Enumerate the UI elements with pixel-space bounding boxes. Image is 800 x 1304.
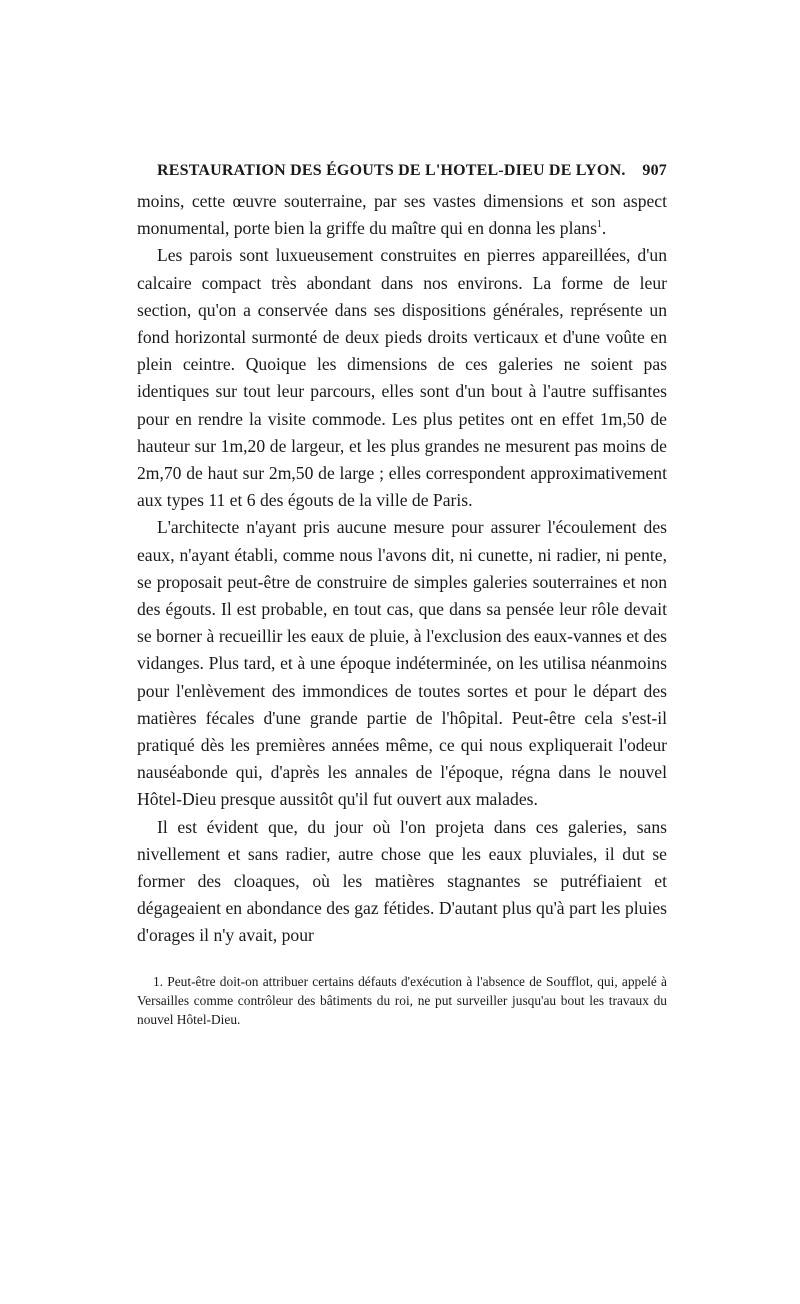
footnote-marker: 1.: [153, 973, 164, 989]
running-head: [137, 154, 667, 188]
footnote-text: Peut-être doit-on attribuer certains défauts d'exécution à l'absence de Soufflot, qui, appelé à Versailles comme contrôleur des bâtiments du roi, ne put surveiller jusqu'au bout les travaux du nouvel Hôtel-Dieu.: [137, 973, 667, 1027]
paragraph-tail: .: [601, 218, 607, 239]
page: [137, 154, 667, 1029]
paragraph: L'architecte n'ayant pris aucune mesure pour assurer l'écoulement des eaux, n'ayant établi, comme nous l'avons dit, ni cunette, ni radier, ni pente, se proposait peut-être de construire de simples galeries souterraines et non des égouts. Il est probable, en tout cas, que dans sa pensée leur rôle devait se borner à recueillir les eaux de pluie, à l'exclusion des eaux-vannes et des vidanges. Plus tard, et à une époque indéterminée, on les utilisa néanmoins pour l'enlèvement des immondices de toutes sortes et pour le départ des matières fécales d'une grande partie de l'hôpital. Peut-être cela s'est-il pratiqué dès les premières années même, ce qui nous expliquerait l'odeur nauséabonde qui, d'après les annales de l'époque, régna dans le nouvel Hôtel-Dieu presque aussitôt qu'il fut ouvert aux malades.: [137, 517, 667, 810]
body-text: [137, 188, 667, 950]
paragraph-text: moins, cette œuvre souterraine, par ses vastes dimensions et son aspect monumental, porte bien la griffe du maître qui en donna les plans: [137, 191, 667, 239]
paragraph: Il est évident que, du jour où l'on projeta dans ces galeries, sans nivellement et sans radier, autre chose que les eaux pluviales, il dut se former des cloaques, où les matières stagnantes se putréfiaient et dégageaient en abondance des gaz fétides. D'autant plus qu'à part les pluies d'orages il n'y avait, pour: [137, 816, 667, 946]
running-title: RESTAURATION DES ÉGOUTS DE L'HOTEL-DIEU DE LYON.: [157, 162, 626, 179]
paragraph: Les parois sont luxueusement construites en pierres appareillées, d'un calcaire compact très abondant dans nos environs. La forme de leur section, qu'on a conservée dans ses dispositions générales, représente un fond horizontal surmonté de deux pieds droits verticaux et d'une voûte en plein ceintre. Quoique les dimensions de ces galeries ne soient pas identiques sur tout leur parcours, elles sont d'un bout à l'autre suffisantes pour en rendre la visite commode. Les plus petites ont en effet 1m,50 de hauteur sur 1m,20 de largeur, et les plus grandes ne mesurent pas moins de 2m,70 de haut sur 2m,50 de large ; elles correspondent approximativement aux types 11 et 6 des égouts de la ville de Paris.: [137, 245, 667, 511]
footnotes: [137, 972, 667, 1029]
paragraph: [137, 188, 667, 242]
footnote: [137, 972, 667, 1029]
page-number: 907: [642, 162, 667, 179]
footnote-reference[interactable]: 1: [596, 219, 602, 231]
